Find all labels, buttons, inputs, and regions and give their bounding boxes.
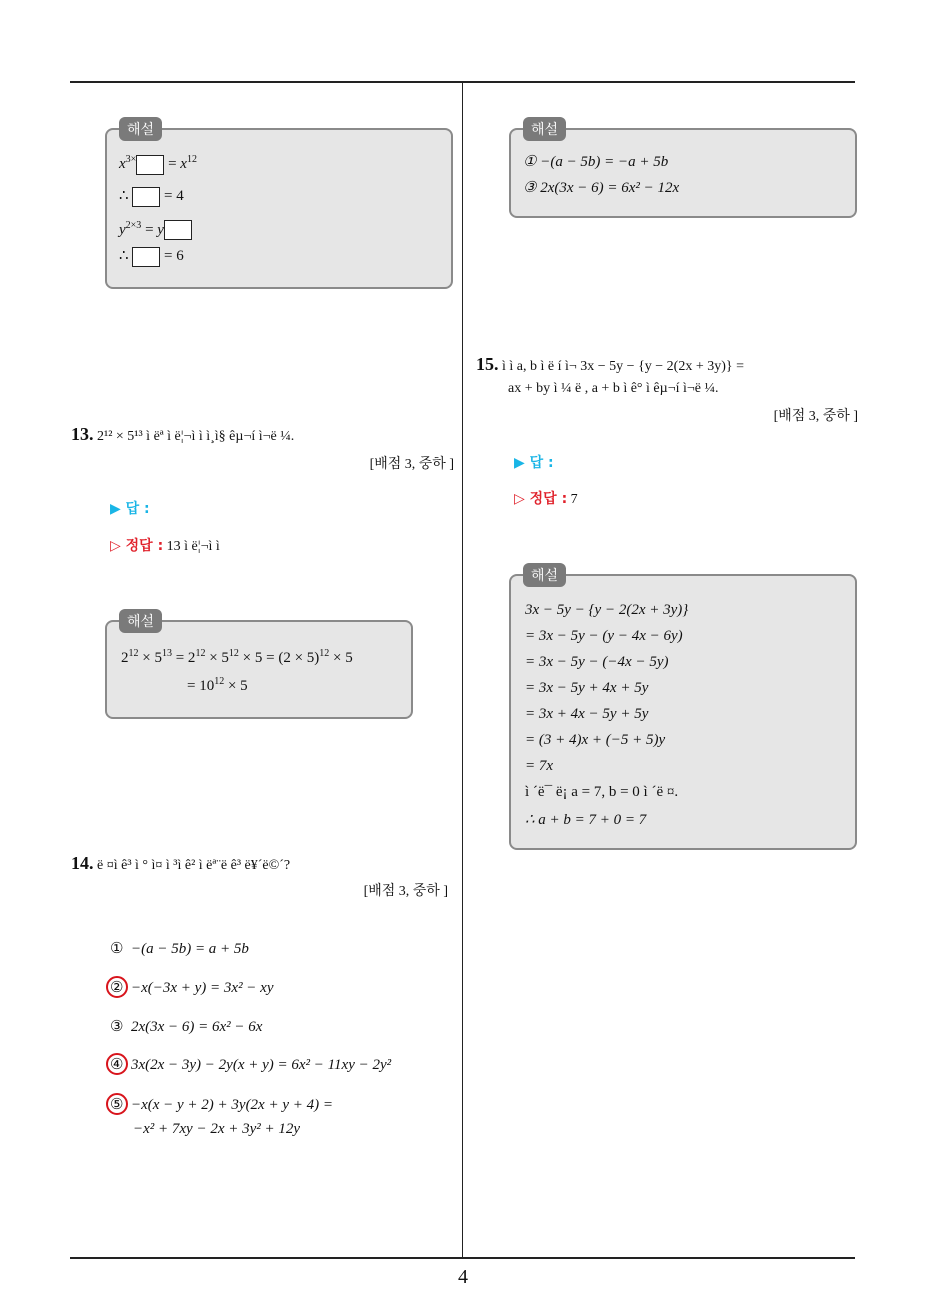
solution-line: $2^{12} \times 5^{13} = 2^{12} \times 5^{12} \times 5 = (2 \times 5)^{12} \times 5$: [121, 648, 353, 666]
question-14: [71, 853, 290, 874]
solution-line: 3x − 5y − {y − 2(2x + 3y)}: [525, 602, 689, 618]
choice-3[interactable]: [110, 1017, 262, 1036]
solution-tag: 해설: [523, 117, 566, 141]
column-divider: [462, 81, 463, 1258]
question-score: [배점 3, 중하 ]: [773, 409, 858, 424]
solution-line: ∴ = 6: [119, 246, 184, 267]
solution-tag: 해설: [119, 117, 162, 141]
answer-label: ▶ 답 :: [110, 501, 150, 517]
solution-line: ∴ a + b = 7 + 0 = 7: [525, 812, 647, 828]
correct-value: 13 ì ë¦¬ì ì: [166, 539, 220, 554]
question-13: [71, 424, 294, 445]
blank-box: [132, 247, 160, 267]
solution-line: $x^{3\times} = x^{12}$: [119, 154, 197, 175]
correct-label: ▷ 정답 :: [110, 538, 164, 554]
solution-box-13: [105, 614, 413, 719]
bottom-rule: [70, 1257, 855, 1259]
solution-line: = $10^{12} \times 5$: [187, 676, 248, 694]
question-number: 14.: [71, 853, 94, 873]
question-text: 2¹² × 5¹³ ì ëª ì ë¦¬ì ì ì¸ì§ êµ¬í ì¬ë ¼.: [97, 429, 295, 444]
choice-number: ①: [110, 941, 124, 957]
blank-box: [136, 155, 164, 175]
choice-number: ③: [110, 1019, 124, 1035]
choice-number: ④: [110, 1057, 124, 1073]
solution-line: = 3x − 5y + 4x + 5y: [525, 680, 649, 696]
choice-expression: 3x(2x − 3y) − 2y(x + y) = 6x² − 11xy − 2y²: [130, 1057, 392, 1073]
solution-box-15: [509, 568, 857, 850]
question-score: [배점 3, 중하 ]: [363, 884, 448, 899]
blank-box: [164, 220, 192, 240]
choice-expression: −x(−3x + y) = 3x² − xy: [130, 980, 274, 996]
correct-answer: [514, 488, 578, 508]
choice-4[interactable]: [110, 1055, 391, 1074]
solution-line: = 3x − 5y − (−4x − 5y): [525, 654, 669, 670]
question-score: [배점 3, 중하 ]: [369, 457, 454, 472]
solution-line: ① −(a − 5b) = −a + 5b: [523, 154, 669, 170]
solution-line: $y^{2\times 3} = y$: [119, 220, 192, 240]
choice-number: ②: [110, 980, 124, 996]
choice-expression: −(a − 5b) = a + 5b: [130, 941, 249, 957]
blank-box: [132, 187, 160, 207]
solution-line: = 3x − 5y − (y − 4x − 6y): [525, 628, 683, 644]
solution-line: = (3 + 4)x + (−5 + 5)y: [525, 732, 666, 748]
solution-box-12: [105, 122, 453, 289]
choice-5-continuation: −x² + 7xy − 2x + 3y² + 12y: [133, 1121, 301, 1137]
solution-line: ∴ = 4: [119, 186, 184, 207]
question-number: 13.: [71, 424, 94, 444]
choice-expression: 2x(3x − 6) = 6x² − 6x: [130, 1019, 263, 1035]
choice-number: ⑤: [110, 1097, 124, 1113]
answer-label: ▶ 답 :: [514, 455, 554, 471]
solution-tag: 해설: [523, 563, 566, 587]
choice-expression: −x(x − y + 2) + 3y(2x + y + 4) =: [130, 1097, 333, 1113]
page-number: 4: [458, 1266, 468, 1288]
question-15: [476, 354, 744, 375]
question-text: ë ¤ì ê³ ì ° ì¤ ì ³ì ê² ì ëª¨ë ê³ ë¥´ë©´?: [97, 858, 291, 873]
choice-2[interactable]: [110, 978, 274, 997]
choice-5[interactable]: [110, 1095, 333, 1114]
solution-line: = 7x: [525, 758, 554, 774]
solution-box-14: [509, 122, 857, 218]
question-text: ì ì a, b ì ë í ì¬ 3x − 5y − {y − 2(2x + 3y)} =: [502, 359, 745, 374]
choice-1[interactable]: [110, 939, 249, 958]
question-number: 15.: [476, 354, 499, 374]
correct-answer: [110, 535, 220, 555]
question-text-continued: ax + by ì ¼ ë , a + b ì ê° ì êµ¬í ì¬ë ¼.: [508, 381, 719, 396]
solution-line: ③ 2x(3x − 6) = 6x² − 12x: [523, 180, 680, 196]
correct-label: ▷ 정답 :: [514, 491, 568, 507]
solution-tag: 해설: [119, 609, 162, 633]
solution-line: = 3x + 4x − 5y + 5y: [525, 706, 649, 722]
correct-value: 7: [570, 492, 578, 507]
solution-line: ì ´ë¯ ë¡ a = 7, b = 0 ì ´ë ¤.: [525, 784, 679, 800]
